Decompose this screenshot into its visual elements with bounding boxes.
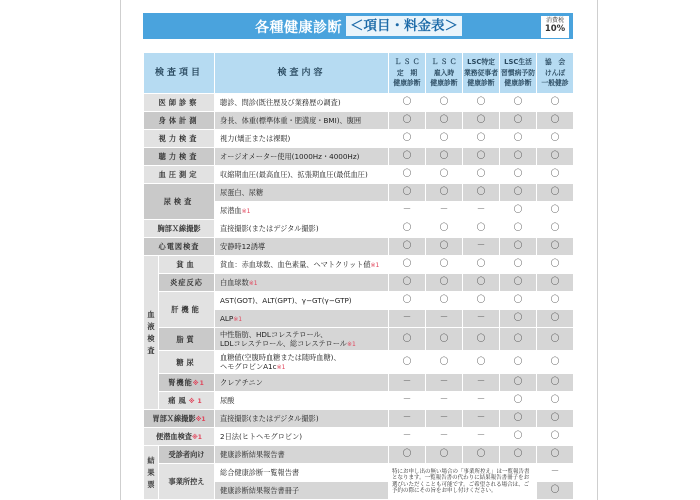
exam-item: 医師診察 [144,94,215,112]
exam-item: 身体計測 [144,112,215,130]
mark-circle: 〇 [389,220,426,238]
mark-circle: 〇 [500,166,537,184]
note-mark: ※1 [192,379,205,387]
mark-circle: 〇 [537,130,574,148]
page-title: 各種健康診断 [255,20,342,36]
mark-dash: － [463,410,500,428]
group-char: 血 [147,309,155,319]
mark-circle: 〇 [389,292,426,310]
mark-circle: 〇 [426,148,463,166]
mark-circle: 〇 [389,148,426,166]
mark-circle: 〇 [537,351,574,374]
mark-circle: 〇 [426,351,463,374]
mark-circle: 〇 [463,94,500,112]
exam-content: 白血球数※1 [215,274,389,292]
exam-content: 聴診、問診(既往歴及び業務歴の調査) [215,94,389,112]
exam-content: 貧血：赤血球数、血色素量、ヘマトクリット値※1 [215,256,389,274]
mark-dash: － [463,310,500,328]
group-results [144,446,159,500]
header-col-lsc-regular: Ｌ Ｓ Ｃ 定 期 健康診断 [389,53,426,94]
mark-circle: 〇 [463,351,500,374]
mark-dash: － [426,410,463,428]
mark-circle: 〇 [537,274,574,292]
mark-circle: 〇 [500,292,537,310]
mark-circle: 〇 [537,112,574,130]
exam-content: クレアチニン [215,374,389,392]
mark-circle: 〇 [389,184,426,202]
mark-dash: － [463,202,500,220]
table-row [144,130,574,148]
header-col-kyokai: 協 会 けんぽ 一般健診 [537,53,574,94]
mark-circle: 〇 [500,112,537,130]
exam-item: 肝機能 [159,292,215,328]
table-row [144,428,574,446]
mark-dash: － [463,392,500,410]
exam-content: 尿酸 [215,392,389,410]
exam-item: 脂質 [159,328,215,351]
mark-circle: 〇 [389,94,426,112]
note-mark: ※1 [248,279,258,287]
exam-content: 尿潜血※1 [215,202,389,220]
mark-dash: － [463,428,500,446]
exam-content: 直接撮影(またはデジタル撮影) [215,220,389,238]
mark-dash: － [389,310,426,328]
exam-content: 中性脂肪、HDLコレステロール、 LDLコレステロール、総コレステロール※1 [215,328,389,351]
header-item: 検査項目 [144,53,215,94]
mark-circle: 〇 [463,220,500,238]
mark-circle: 〇 [389,112,426,130]
table-row [144,274,574,292]
mark-circle: 〇 [463,166,500,184]
page-right-edge [597,0,598,500]
mark-circle: 〇 [389,238,426,256]
group-blood-test [144,256,159,410]
mark-circle: 〇 [463,184,500,202]
page-subtitle: ＜項目・料金表＞ [346,16,462,36]
exam-content: 総合健康診断一覧報告書 [215,464,389,482]
mark-dash: － [537,464,574,482]
mark-circle: 〇 [537,328,574,351]
mark-circle: 〇 [389,166,426,184]
exam-content: 尿蛋白、尿糖 [215,184,389,202]
mark-circle: 〇 [500,148,537,166]
mark-circle: 〇 [426,130,463,148]
header-col-lsc-hiring: Ｌ Ｓ Ｃ 雇入時 健康診断 [426,53,463,94]
office-copy-note: 特にお申し出の無い場合の「事業所控え」は一覧報告書となります。一覧報告書の代わりに結果報告書冊子をお選びいただくことも可能です。ご希望される場合は、ご予約の際にその旨をお申し付けください。 [389,464,537,500]
exam-content: 健康診断結果報告書冊子 [215,482,389,500]
mark-circle: 〇 [426,274,463,292]
mark-circle: 〇 [537,482,574,500]
mark-dash: － [389,392,426,410]
mark-dash: － [389,410,426,428]
mark-dash: － [426,392,463,410]
group-char: 検 [147,333,155,343]
exam-content: 健康診断結果報告書 [215,446,389,464]
mark-dash: － [463,374,500,392]
header-col-lsc-lifestyle: LSC生活 習慣病予防 健康診断 [500,53,537,94]
mark-circle: 〇 [463,148,500,166]
mark-circle: 〇 [389,274,426,292]
exam-content: 視力(矯正または裸眼) [215,130,389,148]
exam-table [143,52,574,500]
tax-rate: 10% [544,24,566,34]
table-row [144,328,574,351]
mark-circle: 〇 [537,148,574,166]
mark-circle: 〇 [500,374,537,392]
exam-item: 便潜血検査※1 [144,428,215,446]
mark-dash: － [426,374,463,392]
mark-circle: 〇 [426,166,463,184]
mark-circle: 〇 [500,130,537,148]
mark-circle: 〇 [463,292,500,310]
mark-circle: 〇 [500,428,537,446]
note-mark: ※1 [241,207,251,215]
mark-circle: 〇 [426,256,463,274]
exam-content: ALP※1 [215,310,389,328]
exam-content: 血糖値(空腹時血糖または随時血糖)、 ヘモグロビンA1c※1 [215,351,389,374]
note-mark: ※1 [346,340,356,348]
mark-circle: 〇 [537,446,574,464]
table-row [144,112,574,130]
mark-circle: 〇 [500,446,537,464]
mark-circle: 〇 [537,392,574,410]
mark-circle: 〇 [537,166,574,184]
mark-circle: 〇 [389,351,426,374]
note-mark: ※1 [195,415,206,423]
mark-circle: 〇 [463,328,500,351]
group-char: 液 [147,321,155,331]
mark-circle: 〇 [463,112,500,130]
mark-circle: 〇 [500,184,537,202]
exam-content: 直接撮影(またはデジタル撮影) [215,410,389,428]
exam-content: AST(GOT)、ALT(GPT)、γ−GT(γ−GTP) [215,292,389,310]
exam-item: 聴力検査 [144,148,215,166]
table-row [144,94,574,112]
mark-circle: 〇 [537,428,574,446]
note-mark: ※1 [233,315,243,323]
note-mark: ※1 [191,433,202,441]
note-mark: ※1 [370,261,380,269]
mark-circle: 〇 [426,94,463,112]
table-header-row [144,53,574,94]
mark-dash: － [389,202,426,220]
mark-circle: 〇 [500,274,537,292]
header-content: 検査内容 [215,53,389,94]
exam-item: 受診者向け [159,446,215,464]
mark-circle: 〇 [500,94,537,112]
mark-circle: 〇 [500,202,537,220]
group-char: 査 [147,345,155,355]
group-char: 結 [147,455,155,465]
table-row [144,446,574,464]
mark-circle: 〇 [537,256,574,274]
mark-circle: 〇 [537,292,574,310]
mark-circle: 〇 [426,446,463,464]
note-mark: ※1 [276,363,286,371]
exam-content: 安静時12誘導 [215,238,389,256]
mark-circle: 〇 [426,184,463,202]
mark-circle: 〇 [537,184,574,202]
note-mark: ※1 [188,397,205,405]
table-row [144,238,574,256]
exam-item: 糖尿 [159,351,215,374]
exam-item: 視力検査 [144,130,215,148]
mark-circle: 〇 [426,328,463,351]
mark-circle: 〇 [537,374,574,392]
mark-circle: 〇 [500,310,537,328]
exam-item: 胸部Ｘ線撮影 [144,220,215,238]
mark-circle: 〇 [389,446,426,464]
mark-circle: 〇 [500,238,537,256]
tax-badge [540,15,570,39]
mark-circle: 〇 [537,94,574,112]
exam-content: 身長、体重(標準体重・肥満度・BMI)、腹囲 [215,112,389,130]
exam-item: 炎症反応 [159,274,215,292]
mark-circle: 〇 [426,112,463,130]
exam-content: 収縮期血圧(最高血圧)、拡張期血圧(最低血圧) [215,166,389,184]
mark-circle: 〇 [537,410,574,428]
table-row [144,148,574,166]
mark-circle: 〇 [426,238,463,256]
mark-circle: 〇 [426,292,463,310]
table-row [144,292,574,310]
mark-circle: 〇 [500,328,537,351]
mark-circle: 〇 [389,328,426,351]
table-row [144,256,574,274]
mark-circle: 〇 [500,392,537,410]
mark-dash: － [426,428,463,446]
exam-item: 事業所控え [159,464,215,500]
mark-dash: － [463,238,500,256]
mark-circle: 〇 [389,256,426,274]
exam-item: 貧血 [159,256,215,274]
mark-circle: 〇 [500,256,537,274]
mark-dash: － [426,310,463,328]
mark-circle: 〇 [537,220,574,238]
mark-dash: － [389,374,426,392]
table-row [144,392,574,410]
exam-content: オージオメーター使用(1000Hz・4000Hz) [215,148,389,166]
header-col-lsc-specific: LSC特定 業務従事者 健康診断 [463,53,500,94]
table-row [144,351,574,374]
mark-circle: 〇 [500,351,537,374]
mark-circle: 〇 [463,130,500,148]
mark-circle: 〇 [463,446,500,464]
tax-label: 消費税 [545,17,564,24]
exam-item: 尿検査 [144,184,215,220]
exam-item: 腎機能※1 [159,374,215,392]
exam-content: 2日法(ヒトヘモグロビン) [215,428,389,446]
exam-item: 胃部Ｘ線撮影※1 [144,410,215,428]
table-row [144,220,574,238]
mark-circle: 〇 [537,238,574,256]
table-row [144,166,574,184]
page-left-edge [120,0,121,500]
table-row [144,184,574,202]
group-char: 果 [147,467,155,477]
table-row [144,374,574,392]
group-char: 票 [147,479,155,489]
table-row [144,410,574,428]
title-banner [143,13,573,39]
mark-circle: 〇 [500,410,537,428]
table-row [144,464,574,482]
mark-circle: 〇 [463,274,500,292]
mark-dash: － [389,428,426,446]
mark-circle: 〇 [537,202,574,220]
mark-dash: － [426,202,463,220]
exam-item: 血圧測定 [144,166,215,184]
mark-circle: 〇 [537,310,574,328]
mark-circle: 〇 [389,130,426,148]
exam-item: 心電図検査 [144,238,215,256]
mark-circle: 〇 [500,220,537,238]
mark-circle: 〇 [463,256,500,274]
mark-circle: 〇 [426,220,463,238]
exam-item: 痛風※1 [159,392,215,410]
